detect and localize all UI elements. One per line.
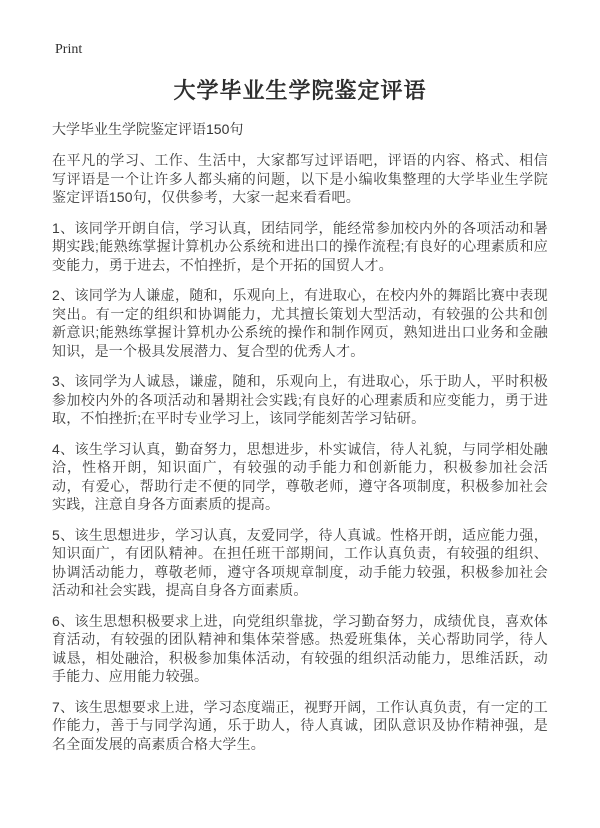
comment-paragraph-2: 2、该同学为人谦虚，随和，乐观向上，有进取心，在校内外的舞蹈比赛中表现突出。有一定的组织和协调能力，尤其擅长策划大型活动，有较强的公共和创新意识;能熟练掌握计算机办公系统的操作和制作网页，熟知进出口业务和金融知识，是一个极具发展潜力、复合型的优秀人才。 [52,287,548,359]
comment-paragraph-3: 3、该同学为人诚恳，谦虚，随和，乐观向上，有进取心，乐于助人，平时积极参加校内外的各项活动和暑期社会实践;有良好的心理素质和应变能力，勇于进取，不怕挫折;在平时专业学习上，该同学能刻苦学习钻研。 [52,373,548,426]
print-link[interactable]: Print [55,42,83,57]
intro-paragraph: 在平凡的学习、工作、生活中，大家都写过评语吧，评语的内容、格式、相信写评语是一个让许多人都头痛的问题，以下是小编收集整理的大学毕业生学院鉴定评语150句，仅供参考，大家一起来看看吧。 [52,152,548,205]
page-title: 大学毕业生学院鉴定评语 [173,78,427,103]
comment-paragraph-1: 1、该同学开朗自信，学习认真，团结同学，能经常参加校内外的各项活动和暑期实践;能熟练掌握计算机办公系统和进出口的操作流程;有良好的心理素质和应变能力，勇于进去，不怕挫折，是个开拓的国贸人才。 [52,219,548,273]
comment-paragraph-7: 7、该生思想要求上进，学习态度端正，视野开阔，工作认真负责，有一定的工作能力，善于与同学沟通，乐于助人，待人真诚，团队意识及协作精神强，是名全面发展的高素质合格大学生。 [52,698,548,752]
comment-paragraph-6: 6、该生思想积极要求上进，向党组织靠拢，学习勤奋努力，成绩优良，喜欢体育活动，有较强的团队精神和集体荣誉感。热爱班集体，关心帮助同学，待人诚恳，相处融洽，积极参加集体活动，有较强的组织活动能力，思维活跃，动手能力、应用能力较强。 [52,612,548,684]
page-subtitle: 大学毕业生学院鉴定评语150句 [52,121,244,137]
comment-paragraph-5: 5、该生思想进步，学习认真，友爱同学，待人真诚。性格开朗，适应能力强，知识面广，有团队精神。在担任班干部期间，工作认真负责，有较强的组织、协调活动能力，尊敬老师，遵守各项规章制度，动手能力较强，积极参加社会活动和社会实践，提高自身各方面素质。 [52,526,548,598]
article-content [52,74,548,765]
comment-paragraph-4: 4、该生学习认真，勤奋努力，思想进步，朴实诚信，待人礼貌，与同学相处融洽，性格开朗，知识面广，有较强的动手能力和创新能力，积极参加社会活动，有爱心，帮助行走不便的同学，尊敬老师，遵守各项制度，积极参加社会实践，注意自身各方面素质的提高。 [52,440,548,512]
